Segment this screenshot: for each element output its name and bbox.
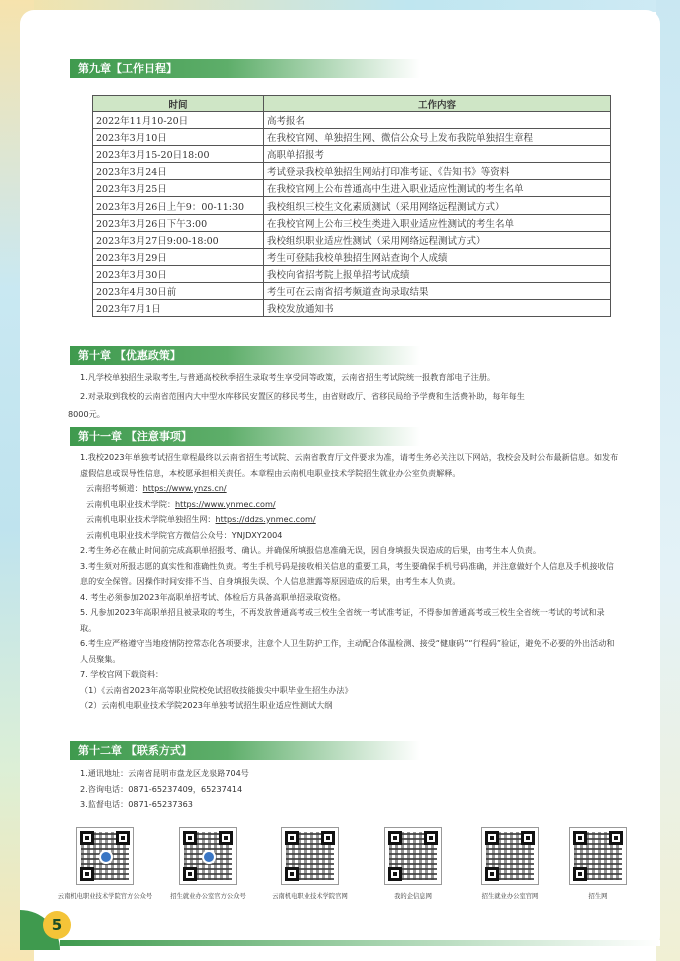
qr-item [460,827,560,900]
table-row [93,146,611,163]
qr-code-icon [179,827,237,885]
chapter10-heading: 第十章 【优惠政策】 [70,346,420,365]
qr-code-icon [76,827,134,885]
bottom-bar [60,940,660,946]
table-header-row [93,96,611,112]
site-ynmec-link[interactable]: https://www.ynmec.com/ [175,498,276,509]
table-row [93,214,611,231]
table-cell-time: 2023年3月26日上午9：00-11:30 [93,197,264,214]
site-ynmec [86,497,620,513]
chapter11-item-5: 5. 凡参加2023年高职单招且被录取的考生，不再发放普通高考或三校生全省统一考试准考证，不得参加普通高考或三校生全省统一考试的考试和录取。 [80,607,605,633]
column-header-time: 时间 [93,96,264,112]
qr-label: 云南机电职业技术学院官网 [272,893,348,900]
table-row [93,180,611,197]
table-cell-time: 2023年7月1日 [93,300,264,317]
qr-code-icon [569,827,627,885]
site-ddzs [86,512,620,528]
table-row [93,129,611,146]
chapter10-item-2-amount: 8000元。 [68,409,105,419]
chapter11-item-7: 7. 学校官网下载资料： [80,669,164,679]
chapter11-item-6: 6.考生应严格遵守当地疫情防控常态化各项要求，注意个人卫生防护工作，主动配合体温检测、接受“健康码”“行程码”验证，避免不必要的外出活动和人员聚集。 [80,638,615,664]
qr-label: 云南机电职业技术学院官方公众号 [57,893,153,900]
chapter12-body [80,766,620,813]
site-ynzs [86,481,620,497]
chapter9-heading: 第九章【工作日程】 [70,59,420,78]
qr-item [548,827,648,900]
site-ynmec-label: 云南机电职业技术学院： [86,498,176,509]
chapter11-item-1: 1.我校2023年单独考试招生章程最终以云南省招生考试院、云南省教育厅文件要求为准，请考生务必关注以下网站，我校会及时公布最新信息。如发布虚假信息或误导性信息，本校愿承担相关责任。本章程由云南机电职业技术学院招生就业办公室负责解释。 [80,452,619,478]
table-cell-time: 2023年4月30日前 [93,282,264,299]
qr-item [158,827,258,900]
table-cell-content: 考生可在云南省招考频道查询录取结果 [264,282,611,299]
site-ynzs-label: 云南招考频道： [86,483,143,493]
table-cell-time: 2023年3月26日下午3:00 [93,214,264,231]
download-item-1[interactable]: （1）《云南省2023年高等职业院校免试招收技能拔尖中职毕业生招生办法》 [80,684,353,695]
table-row [93,112,611,129]
contact-supervise-phone: 3.监督电话：0871-65237363 [80,799,193,809]
table-cell-time: 2022年11月10-20日 [93,112,264,129]
table-cell-time: 2023年3月10日 [93,129,264,146]
site-ddzs-link[interactable]: https://ddzs.ynmec.com/ [215,514,316,524]
table-row [93,163,611,180]
table-cell-content: 我校发放通知书 [264,300,611,317]
chapter10-item-2: 2.对录取到我校的云南省范围内大中型水库移民安置区的移民考生，由省财政厅、省移民局给予学费和生活费补助，每年每生 [80,390,525,401]
chapter11-item-2: 2.考生务必在截止时间前完成高职单招报考、确认。并确保所填报信息准确无误，因自身填报失误造成的后果，由考生本人负责。 [80,545,541,555]
table-cell-content: 在我校官网上公布普通高中生进入职业适应性测试的考生名单 [264,180,611,197]
chapter10-item-1: 1.凡学校单独招生录取考生,与普通高校秋季招生录取考生享受同等政策，云南省招生考试院统一报教育部电子注册。 [80,372,495,382]
qr-label: 招生就业办公室官网 [481,893,539,900]
chapter11-body [80,450,620,714]
qr-code-icon [281,827,339,885]
qr-item [55,827,155,900]
table-cell-time: 2023年3月29日 [93,248,264,265]
page-number: 5 [43,911,71,939]
table-row [93,282,611,299]
site-ynzs-link[interactable]: https://www.ynzs.cn/ [142,483,227,493]
qr-item [260,827,360,900]
table-row [93,231,611,248]
table-cell-time: 2023年3月25日 [93,180,264,197]
table-cell-time: 2023年3月27日9:00-18:00 [93,231,264,248]
table-cell-content: 考试登录我校单独招生网站打印准考证、《告知书》等资料 [264,163,611,180]
download-item-2[interactable]: （2）云南机电职业技术学院2023年单独考试招生职业适应性测试大纲 [80,700,333,710]
wechat-account: 云南机电职业技术学院官方微信公众号：YNJDXY2004 [86,529,283,540]
chapter11-heading: 第十一章 【注意事项】 [70,427,420,446]
chapter10-body [68,370,620,423]
table-cell-time: 2023年3月24日 [93,163,264,180]
qr-code-row [57,827,640,907]
table-cell-content: 考生可登陆我校单独招生网站查询个人成绩 [264,248,611,265]
table-row [93,197,611,214]
column-header-content: 工作内容 [264,96,611,112]
schedule-table [92,95,611,317]
table-row [93,300,611,317]
contact-address: 1.通讯地址：云南省昆明市盘龙区龙泉路704号 [80,768,249,778]
chapter12-heading: 第十二章 【联系方式】 [70,741,420,760]
qr-label: 我的企信息网 [394,893,432,900]
table-cell-content: 在我校官网、单独招生网、微信公众号上发布我院单独招生章程 [264,129,611,146]
qr-code-icon [384,827,442,885]
table-cell-time: 2023年3月30日 [93,265,264,282]
table-cell-content: 高职单招报考 [264,146,611,163]
chapter11-item-3: 3.考生须对所报志愿的真实性和准确性负责。考生手机号码是接收相关信息的重要工具，考生要确保手机号码准确，并注意做好个人信息及手机接收信息的安全保管。因操作时间安排不当、自身填报失误、个人信息泄露等原因造成的后果，由考生本人负责。 [80,560,614,586]
qr-label: 招生网 [588,893,608,900]
chapter11-item-4: 4. 考生必须参加2023年高职单招考试、体检后方具备高职单招录取资格。 [80,591,346,602]
qr-code-icon [481,827,539,885]
table-row [93,248,611,265]
table-cell-time: 2023年3月15-20日18:00 [93,146,264,163]
qr-label: 招生就业办公室官方公众号 [170,893,246,900]
table-cell-content: 在我校官网上公布三校生类进入职业适应性测试的考生名单 [264,214,611,231]
site-ddzs-label: 云南机电职业技术学院单独招生网： [86,514,216,524]
table-cell-content: 我校向省招考院上报单招考试成绩 [264,265,611,282]
table-cell-content: 高考报名 [264,112,611,129]
table-row [93,265,611,282]
table-cell-content: 我校组织职业适应性测试（采用网络远程测试方式） [264,231,611,248]
qr-item [363,827,463,900]
table-cell-content: 我校组织三校生文化素质测试（采用网络远程测试方式） [264,197,611,214]
contact-consult-phone: 2.咨询电话：0871-65237409，65237414 [80,783,243,794]
